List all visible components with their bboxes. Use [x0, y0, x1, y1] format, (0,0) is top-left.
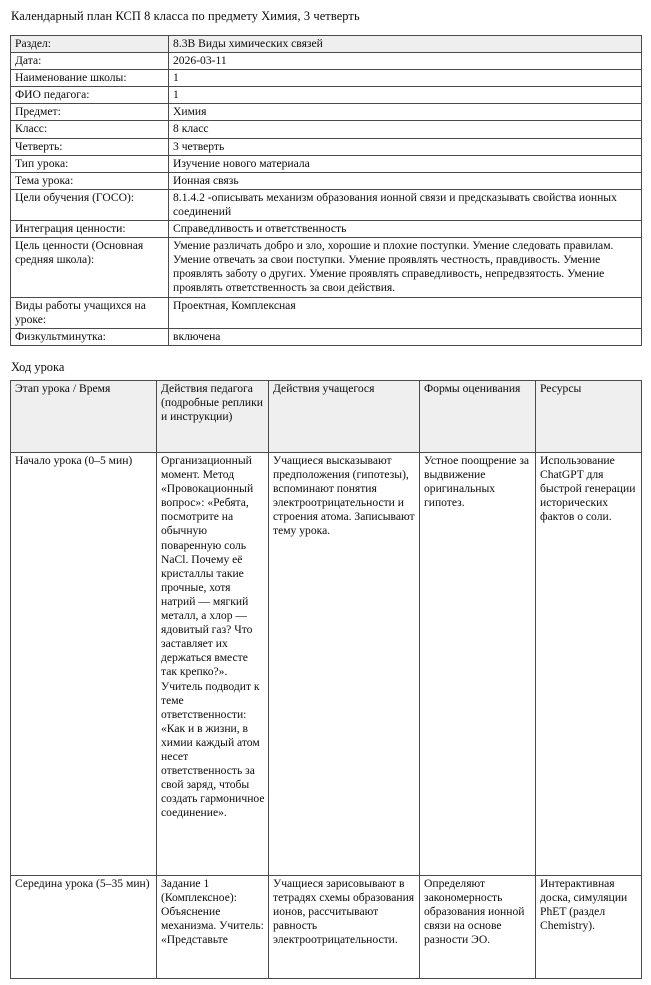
info-label: Четверть:	[11, 138, 169, 155]
info-value: Химия	[169, 104, 642, 121]
column-header-resources: Ресурсы	[536, 381, 642, 453]
table-row	[11, 328, 642, 345]
cell-assessment: Устное поощрение за выдвижение оригинальных гипотез.	[420, 453, 536, 876]
info-value: 3 четверть	[169, 138, 642, 155]
column-header-stage: Этап урока / Время	[11, 381, 157, 453]
table-row	[11, 70, 642, 87]
cell-stage: Середина урока (5–35 мин)	[11, 876, 157, 979]
info-value: 8.1.4.2 -описывать механизм образования ионной связи и предсказывать свойства ионных соединений	[169, 189, 642, 220]
table-row	[11, 172, 642, 189]
table-row	[11, 104, 642, 121]
info-value: Справедливость и ответственность	[169, 221, 642, 238]
table-row	[11, 297, 642, 328]
info-value: Ионная связь	[169, 172, 642, 189]
cell-resources: Использование ChatGPT для быстрой генерации исторических фактов о соли.	[536, 453, 642, 876]
table-row	[11, 121, 642, 138]
column-header-assessment: Формы оценивания	[420, 381, 536, 453]
info-label: Наименование школы:	[11, 70, 169, 87]
lesson-flow-table	[10, 380, 642, 979]
table-row	[11, 87, 642, 104]
info-value: 2026-03-11	[169, 53, 642, 70]
table-row	[11, 876, 642, 979]
info-value: Проектная, Комплексная	[169, 297, 642, 328]
table-row	[11, 189, 642, 220]
lesson-flow-header	[11, 381, 642, 453]
table-row	[11, 453, 642, 876]
column-header-student-actions: Действия учащегося	[269, 381, 420, 453]
info-label: Тип урока:	[11, 155, 169, 172]
info-value: Умение различать добро и зло, хорошие и плохие поступки. Умение следовать правилам. Умение отвечать за свои поступки. Умение проявлять честность, правдивость. Умение проявлять заботу о других. Умение проявлять справедливость, непредвзятость. Умение проявлять ответственность за свои действия.	[169, 238, 642, 297]
cell-stage: Начало урока (0–5 мин)	[11, 453, 157, 876]
table-row	[11, 155, 642, 172]
info-label: Виды работы учащихся на уроке:	[11, 297, 169, 328]
cell-teacher-actions: Организационный момент. Метод «Провокационный вопрос»: «Ребята, посмотрите на обычную поваренную соль NaCl. Почему её кристаллы такие прочные, хотя натрий — мягкий металл, а хлор — ядовитый газ? Что заставляет их держаться вместе так крепко?». Учитель подводит к теме ответственности: «Как и в жизни, в химии каждый атом несет ответственность за свой заряд, чтобы создать гармоничное соединение».	[157, 453, 269, 876]
info-label: Предмет:	[11, 104, 169, 121]
info-label: Цели обучения (ГОСО):	[11, 189, 169, 220]
table-row	[11, 221, 642, 238]
cell-resources: Интерактивная доска, симуляции PhET (раздел Chemistry).	[536, 876, 642, 979]
lesson-info-body	[11, 36, 642, 346]
info-label: Физкультминутка:	[11, 328, 169, 345]
cell-student-actions: Учащиеся высказывают предположения (гипотезы), вспоминают понятия электроотрицательности и строения атома. Записывают тему урока.	[269, 453, 420, 876]
lesson-flow-heading: Ход урока	[11, 360, 65, 374]
info-value: 1	[169, 87, 642, 104]
info-label: Раздел:	[11, 36, 169, 53]
info-label: Дата:	[11, 53, 169, 70]
info-value: 1	[169, 70, 642, 87]
table-row	[11, 53, 642, 70]
page-title: Календарный план КСП 8 класса по предмету Химия, 3 четверть	[11, 9, 360, 23]
column-header-teacher-actions: Действия педагога (подробные реплики и инструкции)	[157, 381, 269, 453]
info-value: 8.3В Виды химических связей	[169, 36, 642, 53]
info-label: Интеграция ценности:	[11, 221, 169, 238]
table-row	[11, 36, 642, 53]
info-label: Тема урока:	[11, 172, 169, 189]
info-value: 8 класс	[169, 121, 642, 138]
info-value: включена	[169, 328, 642, 345]
table-header-row	[11, 381, 642, 453]
info-label: Класс:	[11, 121, 169, 138]
info-label: ФИО педагога:	[11, 87, 169, 104]
cell-assessment: Определяют закономерность образования ионной связи на основе разности ЭО.	[420, 876, 536, 979]
table-row	[11, 238, 642, 297]
lesson-flow-body	[11, 453, 642, 979]
info-value: Изучение нового материала	[169, 155, 642, 172]
cell-student-actions: Учащиеся зарисовывают в тетрадях схемы образования ионов, рассчитывают равность электроотрицательности.	[269, 876, 420, 979]
lesson-info-table	[10, 35, 642, 346]
cell-teacher-actions: Задание 1 (Комплексное): Объяснение механизма. Учитель: «Представьте	[157, 876, 269, 979]
info-label: Цель ценности (Основная средняя школа):	[11, 238, 169, 297]
table-row	[11, 138, 642, 155]
